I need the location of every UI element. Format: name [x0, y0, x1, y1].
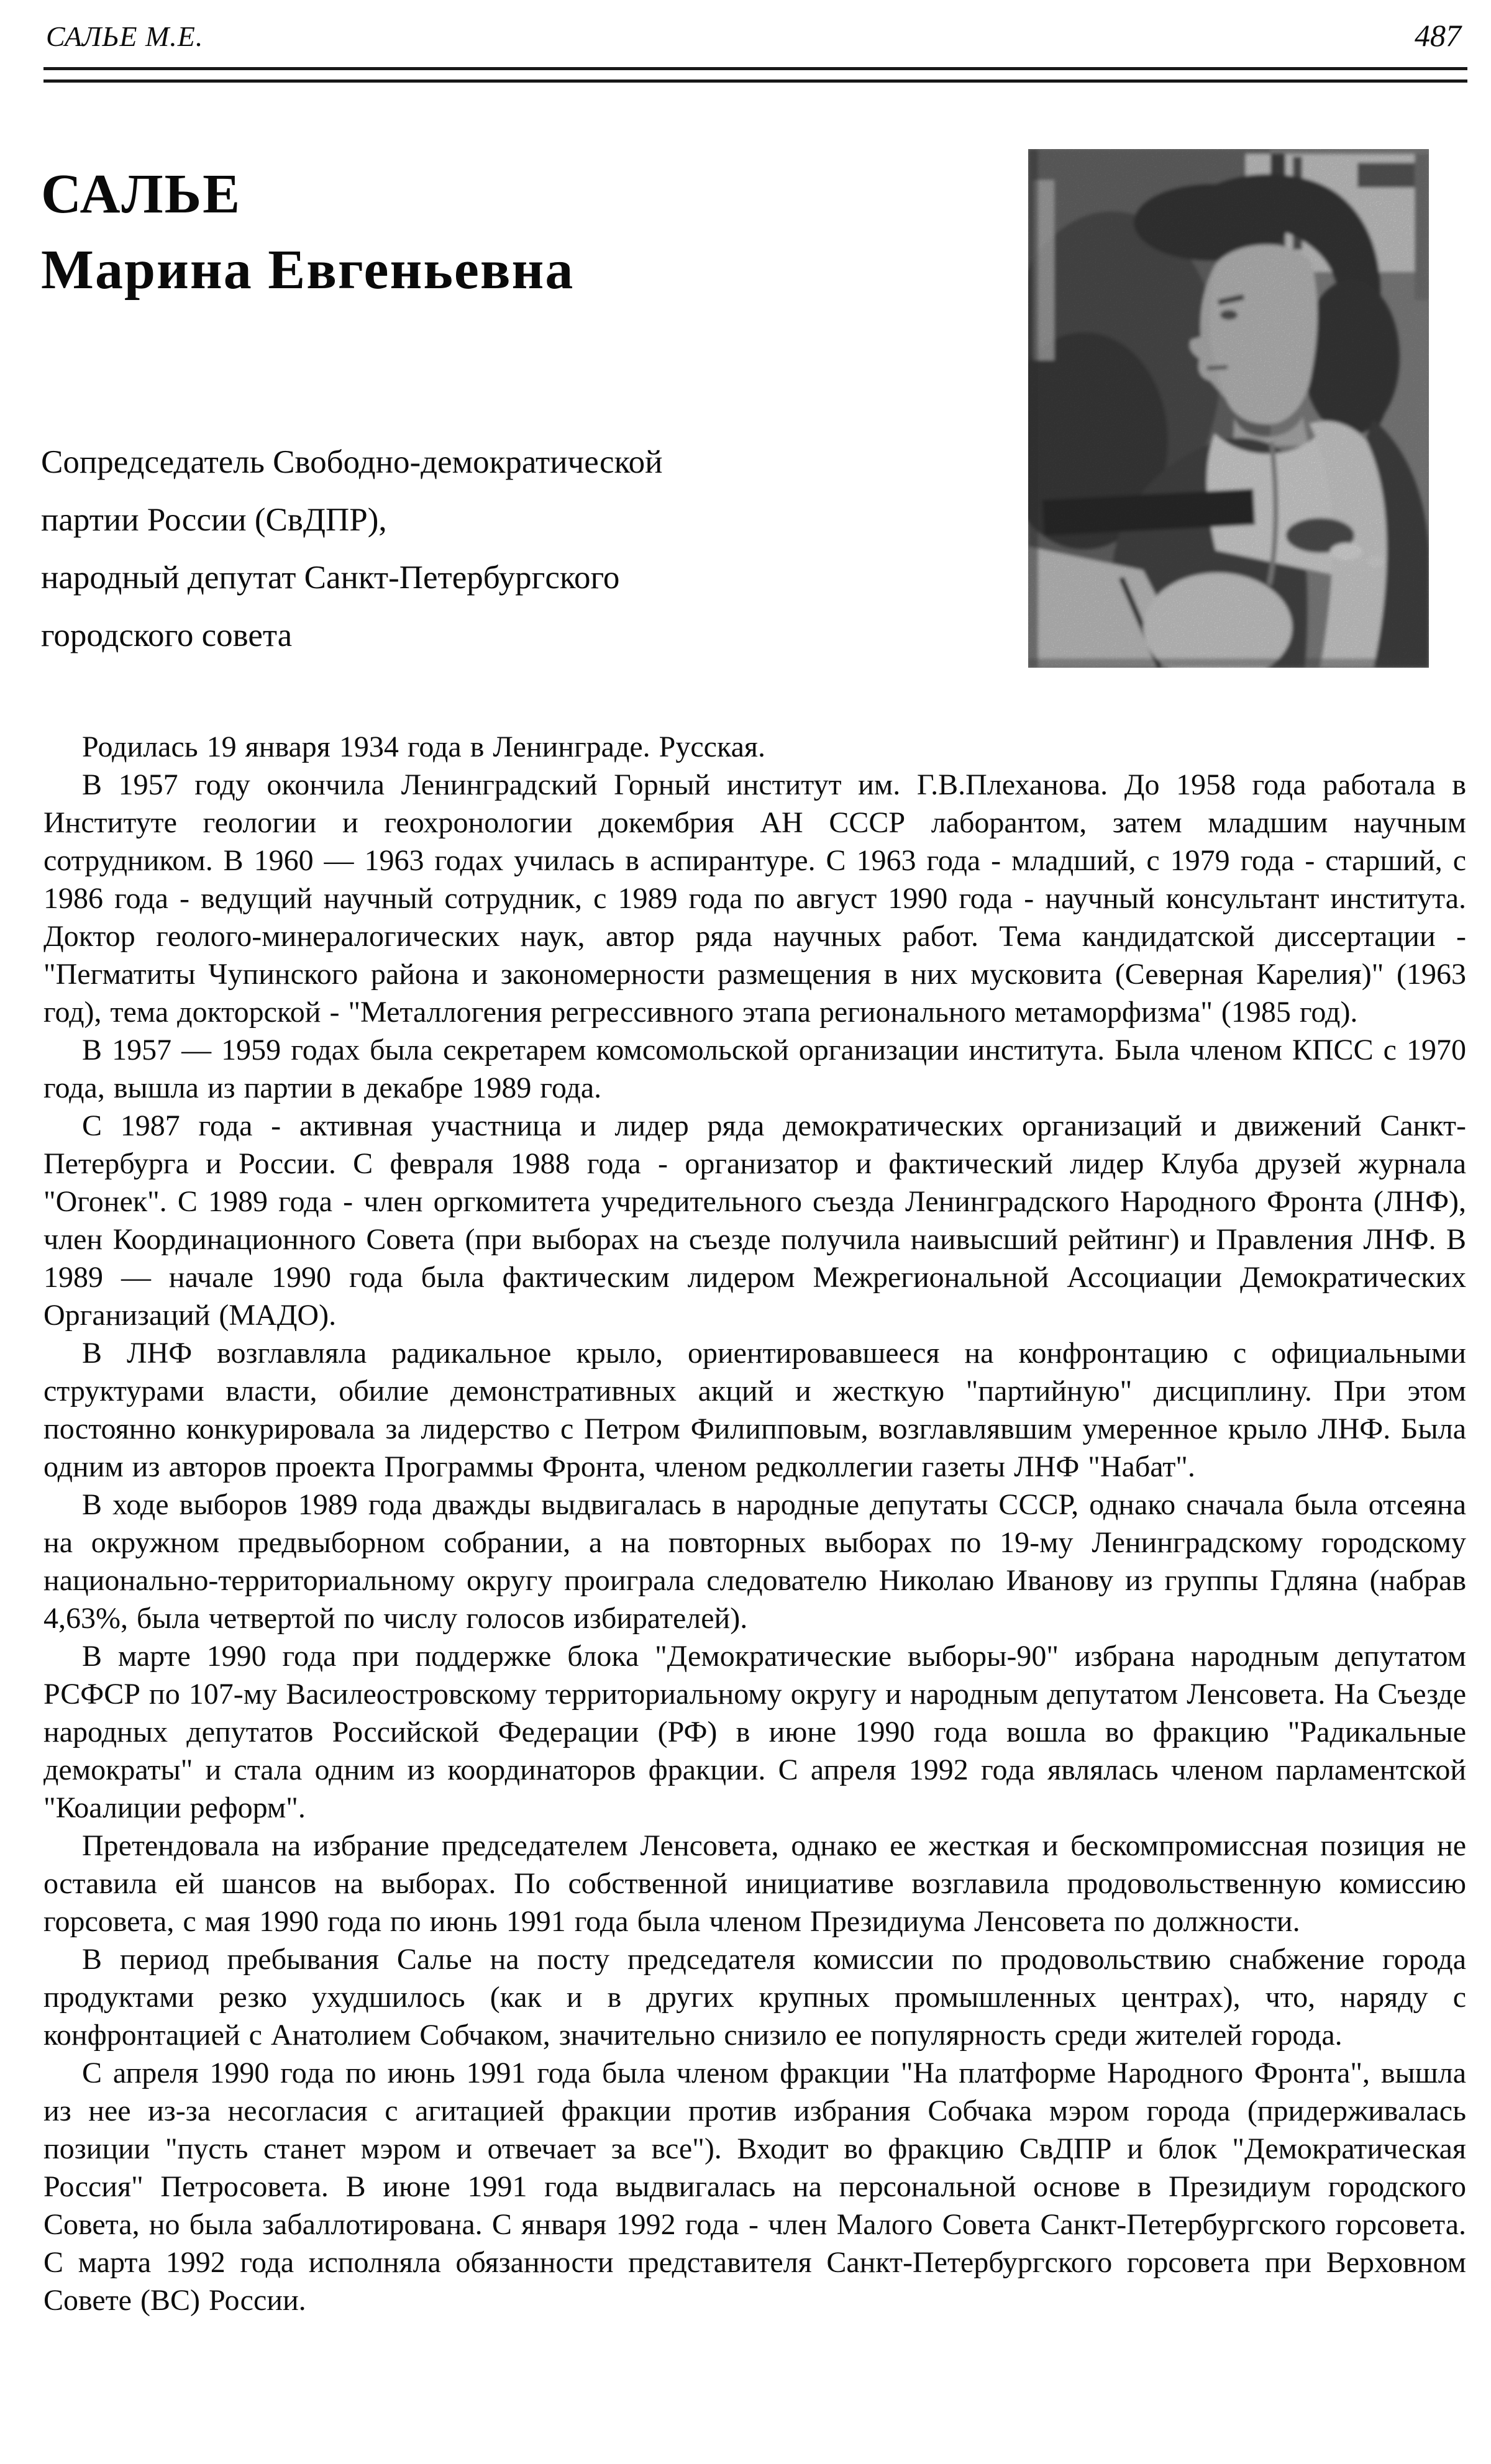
biography-paragraph: В период пребывания Салье на посту председателя комиссии по продовольствию снабжение города продуктами резко ухудшилось (как и в других крупных промышленных центрах), что, наряду с конфронтацией с Анатолием Собчаком, значительно снизило ее популярность среди жителей города.: [43, 1943, 1466, 2052]
position-line: народный депутат Санкт-Петербургского: [41, 560, 620, 596]
biography-paragraph: С 1987 года - активная участница и лидер ряда демократических организаций и движений Санкт-Петербурга и России. С февраля 1988 года - организатор и фактический лидер Клуба друзей журнала "Огонек". С 1989 года - член оргкомитета учредительного съезда Ленинградского Народного Фронта (ЛНФ), член Координационного Совета (при выборах на съезде получила наивысший рейтинг) и Правления ЛНФ. В 1989 — начале 1990 года была фактическим лидером Межрегиональной Ассоциации Демократических Организаций (МАДО).: [43, 1109, 1466, 1332]
biography-paragraph: В марте 1990 года при поддержке блока "Демократические выборы-90" избрана народным депутатом РСФСР по 107-му Василеостровскому территориальному округу и народным депутатом Ленсовета. На Съезде народных депутатов Российской Федерации (РФ) в июне 1990 года вошла во фракцию "Радикальные демократы" и стала одним из координаторов фракции. С апреля 1992 года являлась членом парламентской "Коалиции реформ".: [43, 1640, 1466, 1824]
header-divider-rule: [43, 67, 1467, 83]
biography-paragraph: В ЛНФ возглавляла радикальное крыло, ориентировавшееся на конфронтацию с официальными структурами власти, обилие демонстративных акций и жесткую "партийную" дисциплину. При этом постоянно конкурировала за лидерство с Петром Филипповым, возглавлявшим умеренное крыло ЛНФ. Была одним из авторов проекта Программы Фронта, членом редколлегии газеты ЛНФ "Набат".: [43, 1337, 1466, 1483]
biography-text: [43, 728, 1466, 2319]
position-line: городского совета: [41, 617, 293, 653]
given-names-line: Марина Евгеньевна: [41, 239, 575, 301]
person-name-title: [41, 157, 574, 308]
biography-paragraph: Родилась 19 января 1934 года в Ленинграде. Русская.: [82, 730, 765, 763]
person-positions: [41, 434, 998, 665]
biography-paragraph: В ходе выборов 1989 года дважды выдвигалась в народные депутаты СССР, однако сначала была отсеяна на окружном предвыборном собрании, а на повторных выборах по 19-му Ленинградскому городскому национально-территориальному округу проиграла следователю Николаю Иванову из группы Гдляна (набрав 4,63%, была четвертой по числу голосов избирателей).: [43, 1488, 1466, 1635]
portrait-photo-image: [1028, 149, 1429, 668]
position-line: Сопредседатель Свободно-демократической: [41, 444, 663, 480]
page-number: 487: [1415, 18, 1461, 53]
portrait-photo: [1028, 149, 1429, 668]
biography-paragraph: В 1957 — 1959 годах была секретарем комсомольской организации института. Была членом КПСС с 1970 года, вышла из партии в декабре 1989 года.: [43, 1034, 1466, 1104]
biography-paragraph: В 1957 году окончила Ленинградский Горный институт им. Г.В.Плеханова. До 1958 года работала в Институте геологии и геохронологии докембрия АН СССР лаборантом, затем младшим научным сотрудником. В 1960 — 1963 годах училась в аспирантуре. С 1963 года - младший, с 1979 года - старший, с 1986 года - ведущий научный сотрудник, с 1989 года по август 1990 года - научный консультант института. Доктор геолого-минералогических наук, автор ряда научных работ. Тема кандидатской диссертации - "Пегматиты Чупинского района и закономерности размещения в них мусковита (Северная Карелия)" (1963 год), тема докторской - "Металлогения регрессивного этапа регионального метаморфизма" (1985 год).: [43, 768, 1466, 1029]
biography-paragraph: С апреля 1990 года по июнь 1991 года была членом фракции "На платформе Народного Фронта", вышла из нее из-за несогласия с агитацией фракции против избрания Собчака мэром города (придерживалась позиции "пусть станет мэром и отвечает за все"). Входит во фракцию СвДПР и блок "Демократическая Россия" Петросовета. В июне 1991 года выдвигалась на персональной основе в Президиум городского Совета, но была забаллотирована. С января 1992 года - член Малого Совета Санкт-Петербургского горсовета. С марта 1992 года исполняла обязанности представителя Санкт-Петербургского горсовета при Верховном Совете (ВС) России.: [43, 2057, 1466, 2317]
running-header-title: САЛЬЕ М.Е.: [46, 20, 204, 52]
biography-paragraph: Претендовала на избрание председателем Ленсовета, однако ее жесткая и бескомпромиссная позиция не оставила ей шансов на выборах. По собственной инициативе возглавила продовольственную комиссию горсовета, с мая 1990 года по июнь 1991 года была членом Президиума Ленсовета по должности.: [43, 1829, 1466, 1938]
position-line: партии России (СвДПР),: [41, 502, 387, 538]
surname-line: САЛЬЕ: [41, 163, 242, 225]
running-header: [46, 17, 1461, 53]
